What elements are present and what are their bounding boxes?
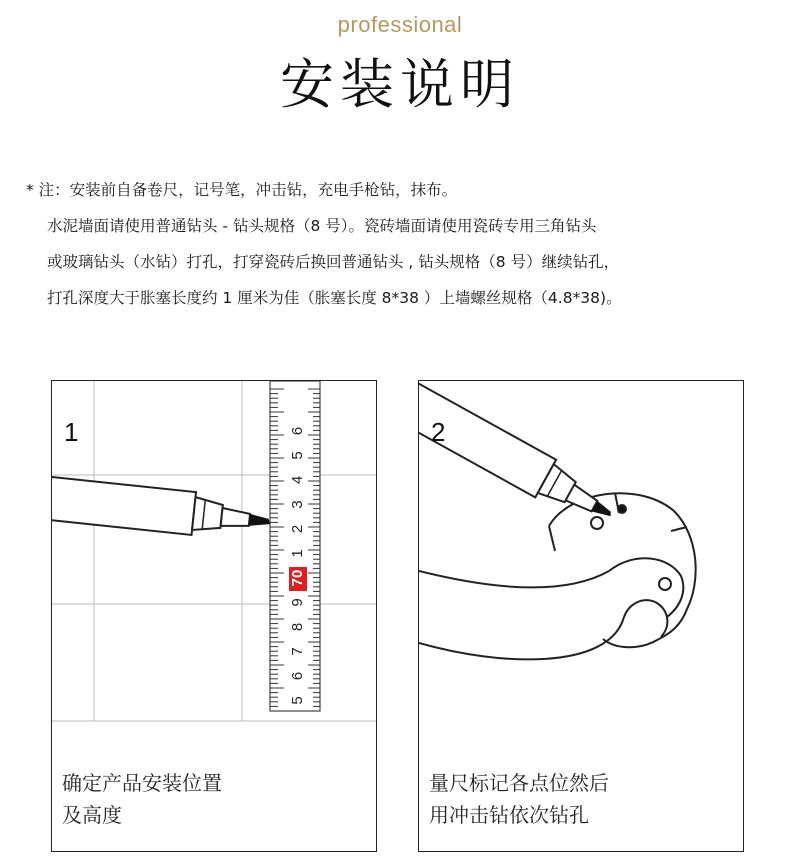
ruler-digit: 6 (288, 671, 306, 681)
step-2-panel (418, 380, 744, 852)
ruler-digit: 8 (288, 622, 306, 632)
note-line: 或玻璃钻头（水钻）打孔，打穿瓷砖后换回普通钻头 , 钻头规格（8 号）继续钻孔， (47, 253, 620, 271)
ruler-digit: 7 (288, 647, 306, 656)
installation-notes (26, 172, 786, 316)
ruler-digit: 70 (288, 569, 306, 587)
note-line: * 注：安装前自备卷尺，记号笔，冲击钻，充电手枪钻，抹布。 (26, 181, 458, 199)
ruler-digit: 3 (288, 500, 306, 509)
ruler-digit: 5 (288, 696, 306, 705)
header-subtitle: professional (337, 12, 463, 37)
ruler-digit: 1 (288, 549, 306, 558)
tile-grid (52, 381, 376, 721)
caption-line: 用冲击钻依次钻孔 (429, 803, 589, 827)
marker-pen (52, 475, 273, 543)
step-1-panel (51, 380, 377, 852)
caption-line: 确定产品安装位置 (62, 771, 222, 795)
note-line: 水泥墙面请使用普通钻头 - 钻头规格（8 号）。瓷砖墙面请使用瓷砖专用三角钻头 (47, 217, 597, 235)
step-caption (62, 767, 222, 831)
marker-pen (419, 382, 622, 534)
tape-measure (270, 381, 320, 711)
note-line: 打孔深度大于胀塞长度约 1 厘米为佳（胀塞长度 8*38 ）上墙螺丝规格（4.8*38)。 (47, 289, 622, 307)
step-number: 1 (64, 417, 79, 447)
step-number: 2 (431, 417, 446, 447)
ruler-digit: 5 (288, 451, 306, 460)
ruler-digit: 9 (288, 598, 306, 607)
ruler-digit: 2 (288, 524, 306, 534)
caption-line: 量尺标记各点位然后 (429, 771, 609, 795)
towel-bar (419, 493, 696, 659)
ruler-digit: 4 (288, 475, 306, 485)
ruler-digit: 6 (288, 426, 306, 436)
caption-line: 及高度 (62, 803, 122, 827)
page-title: 安装说明 (280, 53, 520, 116)
step-caption (429, 767, 609, 831)
